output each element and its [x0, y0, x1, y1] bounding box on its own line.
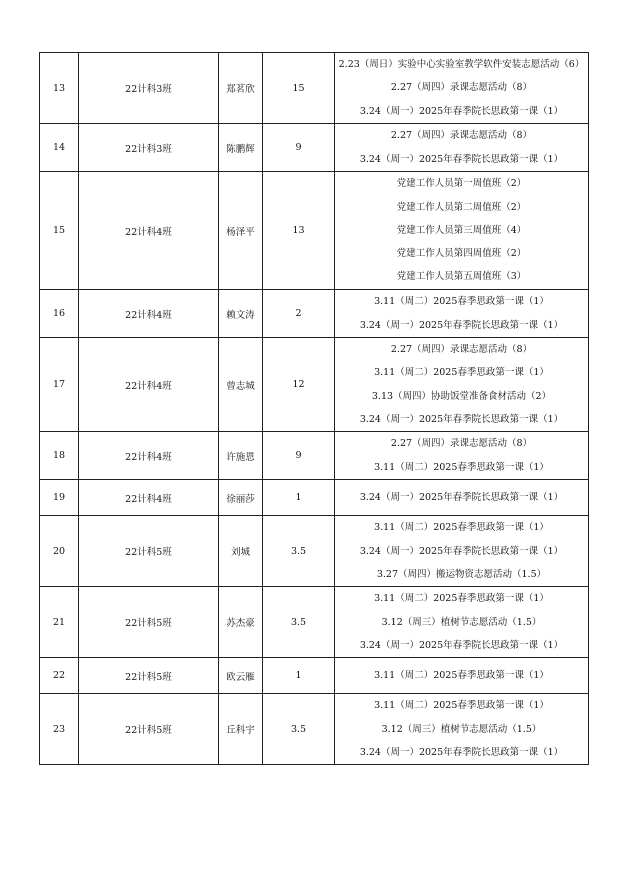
- activity-entry: 2.23（周日）实验中心实验室教学软件安装志愿活动（6）: [338, 59, 585, 71]
- activity-entry: 3.11（周二）2025春季思政第一课（1）: [374, 461, 549, 473]
- table-row: [40, 480, 589, 516]
- activity-entry: 3.11（周二）2025春季思政第一课（1）: [374, 522, 549, 534]
- volunteer-hours: 3.5: [263, 694, 335, 765]
- volunteer-hours: 1: [263, 658, 335, 694]
- volunteer-hours: 9: [263, 124, 335, 172]
- activity-entry: 3.11（周二）2025春季思政第一课（1）: [374, 367, 549, 379]
- activity-list: [335, 432, 589, 480]
- class-name: 22计科5班: [79, 587, 219, 658]
- activity-entry: 3.24（周一）2025年春季院长思政第一课（1）: [359, 491, 564, 503]
- class-name: 22计科5班: [79, 694, 219, 765]
- student-name: 徐丽莎: [219, 480, 263, 516]
- table-row: [40, 172, 589, 290]
- row-number: 13: [40, 53, 79, 124]
- row-number: 23: [40, 694, 79, 765]
- activity-entry: 3.24（周一）2025年春季院长思政第一课（1）: [359, 746, 564, 758]
- activity-list: [335, 658, 589, 694]
- activity-list: [335, 290, 589, 338]
- activity-entry: 3.24（周一）2025年春季院长思政第一课（1）: [359, 319, 564, 331]
- volunteer-hours: 13: [263, 172, 335, 290]
- activity-entry: 党建工作人员第二周值班（2）: [396, 201, 527, 213]
- volunteer-hours: 3.5: [263, 516, 335, 587]
- activity-entry: 2.27（周四）录课志愿活动（8）: [390, 82, 533, 94]
- row-number: 14: [40, 124, 79, 172]
- activity-entry: 3.24（周一）2025年春季院长思政第一课（1）: [359, 545, 564, 557]
- activity-entry: 党建工作人员第三周值班（4）: [396, 224, 527, 236]
- activity-entry: 3.11（周二）2025春季思政第一课（1）: [374, 700, 549, 712]
- activity-list: [335, 516, 589, 587]
- table-row: [40, 53, 589, 124]
- class-name: 22计科3班: [79, 53, 219, 124]
- class-name: 22计科3班: [79, 124, 219, 172]
- activity-list: [335, 587, 589, 658]
- activity-list: [335, 480, 589, 516]
- activity-entry: 党建工作人员第四周值班（2）: [396, 248, 527, 260]
- activity-entry: 3.13（周四）协助饭堂准备食材活动（2）: [371, 390, 552, 402]
- activity-list: [335, 338, 589, 432]
- activity-entry: 3.24（周一）2025年春季院长思政第一课（1）: [359, 153, 564, 165]
- activity-entry: 3.24（周一）2025年春季院长思政第一课（1）: [359, 639, 564, 651]
- table-row: [40, 432, 589, 480]
- class-name: 22计科4班: [79, 290, 219, 338]
- activity-list: [335, 172, 589, 290]
- activity-entry: 2.27（周四）录课志愿活动（8）: [390, 130, 533, 142]
- activity-entry: 3.24（周一）2025年春季院长思政第一课（1）: [359, 105, 564, 117]
- table-row: [40, 124, 589, 172]
- volunteer-hours: 2: [263, 290, 335, 338]
- student-name: 刘城: [219, 516, 263, 587]
- row-number: 15: [40, 172, 79, 290]
- class-name: 22计科5班: [79, 658, 219, 694]
- row-number: 21: [40, 587, 79, 658]
- student-name: 曾志城: [219, 338, 263, 432]
- activity-entry: 2.27（周四）录课志愿活动（8）: [390, 344, 533, 355]
- class-name: 22计科4班: [79, 480, 219, 516]
- activity-entry: 3.27（周四）搬运物资志愿活动（1.5）: [376, 568, 547, 580]
- table-row: [40, 516, 589, 587]
- student-name: 陈鹏辉: [219, 124, 263, 172]
- row-number: 16: [40, 290, 79, 338]
- volunteer-hours: 15: [263, 53, 335, 124]
- table-body: [40, 53, 589, 765]
- activity-entry: 党建工作人员第一周值班（2）: [396, 178, 527, 190]
- row-number: 17: [40, 338, 79, 432]
- table-row: [40, 338, 589, 432]
- table-row: [40, 290, 589, 338]
- row-number: 18: [40, 432, 79, 480]
- student-name: 郑茗欣: [219, 53, 263, 124]
- activity-entry: 2.27（周四）录课志愿活动（8）: [390, 438, 533, 450]
- activity-entry: 3.11（周二）2025春季思政第一课（1）: [374, 593, 549, 605]
- activity-entry: 3.12（周三）植树节志愿活动（1.5）: [381, 723, 542, 735]
- volunteer-hours: 1: [263, 480, 335, 516]
- student-name: 苏杰豪: [219, 587, 263, 658]
- activity-list: [335, 124, 589, 172]
- student-name: 丘科宇: [219, 694, 263, 765]
- volunteer-hours: 3.5: [263, 587, 335, 658]
- table-row: [40, 658, 589, 694]
- table-row: [40, 694, 589, 765]
- row-number: 19: [40, 480, 79, 516]
- class-name: 22计科5班: [79, 516, 219, 587]
- activity-entry: 3.11（周二）2025春季思政第一课（1）: [374, 669, 549, 681]
- student-name: 欧云雁: [219, 658, 263, 694]
- class-name: 22计科4班: [79, 338, 219, 432]
- volunteer-hours: 12: [263, 338, 335, 432]
- class-name: 22计科4班: [79, 172, 219, 290]
- activity-list: [335, 694, 589, 765]
- student-name: 杨泽平: [219, 172, 263, 290]
- activity-list: [335, 53, 589, 124]
- student-name: 许施恩: [219, 432, 263, 480]
- activity-entry: 3.11（周二）2025春季思政第一课（1）: [374, 296, 549, 308]
- volunteer-hours: 9: [263, 432, 335, 480]
- activity-entry: 党建工作人员第五周值班（3）: [396, 271, 527, 283]
- table-row: [40, 587, 589, 658]
- activity-entry: 3.12（周三）植树节志愿活动（1.5）: [381, 616, 542, 628]
- activity-entry: 3.24（周一）2025年春季院长思政第一课（1）: [359, 413, 564, 425]
- row-number: 22: [40, 658, 79, 694]
- row-number: 20: [40, 516, 79, 587]
- class-name: 22计科4班: [79, 432, 219, 480]
- volunteer-hours-table: [39, 52, 589, 765]
- student-name: 赖文涛: [219, 290, 263, 338]
